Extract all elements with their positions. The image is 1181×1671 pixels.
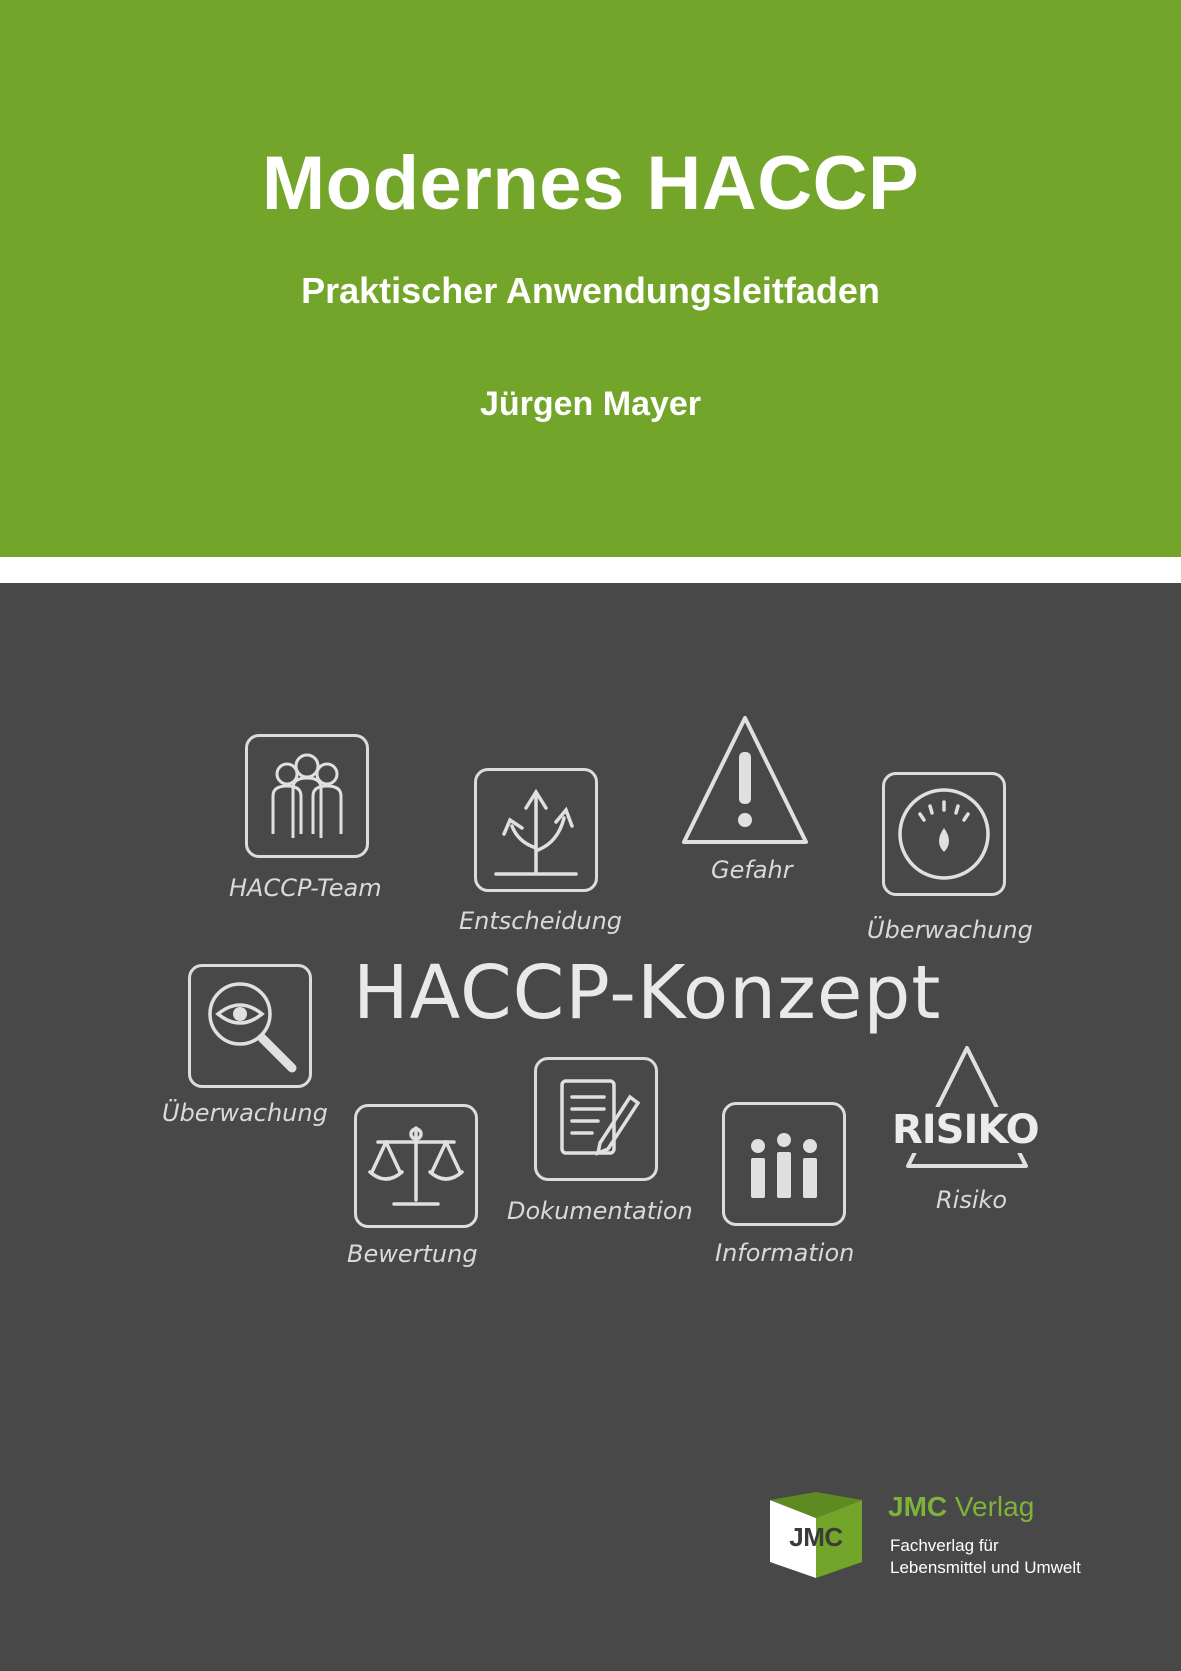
publisher-name (888, 1491, 1034, 1523)
label-gefahr: Gefahr (711, 856, 793, 884)
arrows-icon (474, 768, 598, 892)
book-author: Jürgen Mayer (479, 385, 702, 423)
title-panel (0, 0, 1181, 557)
label-dokumentation: Dokumentation (507, 1197, 693, 1225)
label-ueberwachung-eye: Überwachung (162, 1099, 328, 1127)
publisher-tagline-2: Lebensmittel und Umwelt (890, 1558, 1081, 1577)
label-entscheidung: Entscheidung (459, 907, 623, 935)
label-information: Information (715, 1239, 855, 1267)
scales-icon (354, 1104, 478, 1228)
book-title: Modernes HACCP (261, 141, 920, 226)
gauge-icon (882, 772, 1006, 896)
divider-stripe (0, 557, 1181, 583)
publisher-name-rest: Verlag (947, 1491, 1035, 1522)
concept-heading: HACCP-Konzept (353, 950, 942, 1036)
warning-icon (680, 712, 810, 848)
label-bewertung: Bewertung (347, 1240, 478, 1268)
publisher-name-bold: JMC (888, 1491, 948, 1522)
label-risiko: Risiko (936, 1186, 1008, 1214)
book-subtitle: Praktischer Anwendungsleitfaden (301, 270, 880, 311)
document-icon (534, 1057, 658, 1181)
publisher-tagline-1: Fachverlag für (890, 1536, 999, 1555)
magnifier-eye-icon (188, 964, 312, 1088)
jmc-logo-text: JMC (789, 1522, 843, 1552)
label-haccp-team: HACCP-Team (229, 874, 382, 902)
risk-sign-text: RISIKO (892, 1107, 1039, 1153)
label-ueberwachung-gauge: Überwachung (867, 916, 1033, 944)
team-icon (245, 734, 369, 858)
info-icon (722, 1102, 846, 1226)
